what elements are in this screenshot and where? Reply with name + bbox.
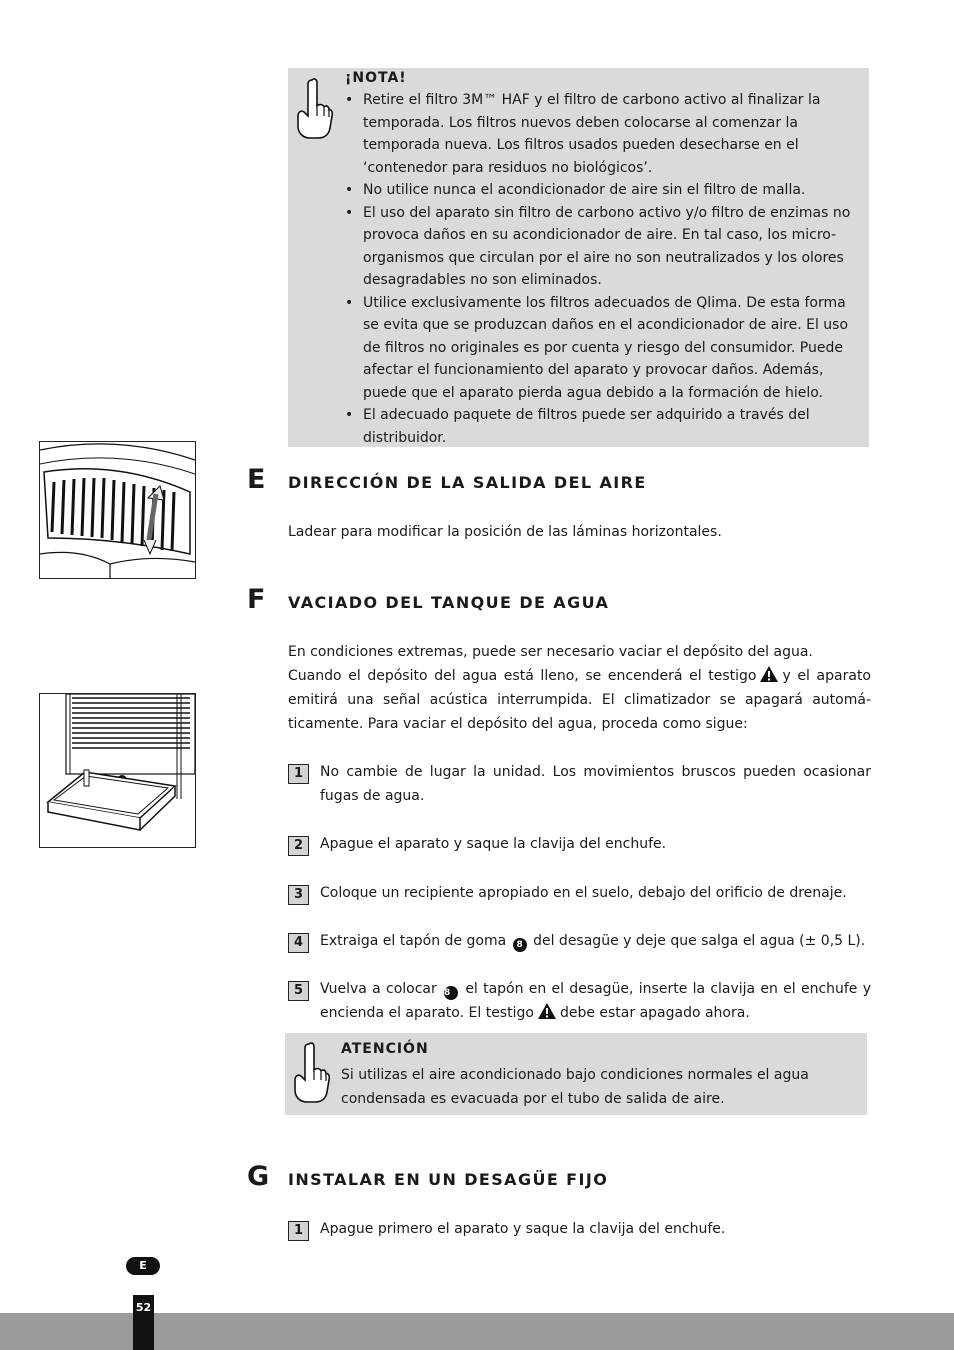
note-list <box>345 89 861 449</box>
note-item: • El uso del aparato sin filtro de carbono activo y/o filtro de enzimas no provoca daños en su acondicionador de aire. En tal caso, los micro-organismos que circulan por el aire no son neutralizados y los olores desagradables no son eliminados. <box>345 202 861 292</box>
pointing-hand-icon <box>291 1040 331 1112</box>
section-f-intro-para <box>288 664 871 736</box>
step-text-part: Extraiga el tapón de goma <box>320 933 507 949</box>
step-number: 2 <box>288 836 309 856</box>
section-f-intro <box>288 640 871 736</box>
reference-8-icon: 8 <box>444 986 458 1000</box>
attention-title: ATENCIÓN <box>341 1041 429 1057</box>
attention-text: Si utilizas el aire acondicionado bajo condiciones normales el agua condensada es evacuada por el tubo de salida de aire. <box>341 1067 809 1107</box>
warning-triangle-icon <box>537 1002 557 1020</box>
section-e-title: DIRECCIÓN DE LA SALIDA DEL AIRE <box>288 473 647 492</box>
step-text <box>320 977 871 1025</box>
reference-8-icon: 8 <box>513 938 527 952</box>
step-text-part: el tapón en el desagüe, inserte la clavija en el enchufe y encienda el aparato. El testigo <box>320 981 871 1021</box>
step-text: Apague primero el aparato y saque la clavija del enchufe. <box>320 1221 726 1237</box>
step-text-part: debe estar apagado ahora. <box>559 1005 750 1021</box>
section-f-letter: F <box>247 584 266 615</box>
section-e-letter: E <box>247 464 266 495</box>
note-item: • Utilice exclusivamente los filtros adecuados de Qlima. De esta forma se evita que se produzcan daños en el acondicionador de aire. El uso de filtros no originales es por cuenta y riesgo del consumidor. Puede afectar el funcionamiento del aparato y provocar daños. Además, puede que el aparato pierda agua debido a la formación de hielo. <box>345 292 861 405</box>
warning-triangle-icon <box>759 665 779 683</box>
section-f-intro-line1: En condiciones extremas, puede ser necesario vaciar el depósito del agua. <box>288 644 813 660</box>
step-number: 4 <box>288 933 309 953</box>
drain-tray-illustration <box>39 693 196 848</box>
pointing-hand-icon <box>294 76 334 148</box>
step-text <box>320 929 871 953</box>
section-g-title: INSTALAR EN UN DESAGÜE FIJO <box>288 1170 609 1189</box>
note-item: • No utilice nunca el acondicionador de aire sin el filtro de malla. <box>345 179 861 202</box>
section-f-title: VACIADO DEL TANQUE DE AGUA <box>288 593 610 612</box>
step-number: 1 <box>288 764 309 784</box>
step-text-part: del desagüe y deje que salga el agua (± 0,5 L). <box>533 933 866 949</box>
language-badge: E <box>126 1257 160 1275</box>
step-text-part: Vuelva a colocar <box>320 981 437 997</box>
section-f-intro-part-b: y el aparato emitirá una señal acústica interrumpida. El climatizador se apagará automá-ticamente. Para vaciar el depósito del agua, proceda como sigue: <box>288 668 871 732</box>
step-text: Coloque un recipiente apropiado en el suelo, debajo del orificio de drenaje. <box>320 885 847 901</box>
step-text: No cambie de lugar la unidad. Los movimientos bruscos pueden ocasionar fugas de agua. <box>320 764 871 804</box>
section-g-letter: G <box>247 1161 270 1192</box>
note-item: • Retire el filtro 3M™ HAF y el filtro de carbono activo al finalizar la temporada. Los filtros nuevos deben colocarse al comenzar la temporada nueva. Los filtros usados pueden desecharse en el ‘contenedor para residuos no biológicos’. <box>345 89 861 179</box>
step-text: Apague el aparato y saque la clavija del enchufe. <box>320 836 667 852</box>
step-number: 1 <box>288 1221 309 1241</box>
section-e-text: Ladear para modificar la posición de las láminas horizontales. <box>288 524 722 540</box>
step-number: 3 <box>288 885 309 905</box>
step-number: 5 <box>288 981 309 1001</box>
section-f-intro-part-a: Cuando el depósito del agua está lleno, se encenderá el testigo <box>288 668 757 684</box>
air-outlet-illustration <box>39 441 196 579</box>
note-item: • El adecuado paquete de filtros puede ser adquirido a través del distribuidor. <box>345 404 861 449</box>
note-title: ¡NOTA! <box>345 70 407 86</box>
page-number: 52 <box>133 1295 154 1350</box>
